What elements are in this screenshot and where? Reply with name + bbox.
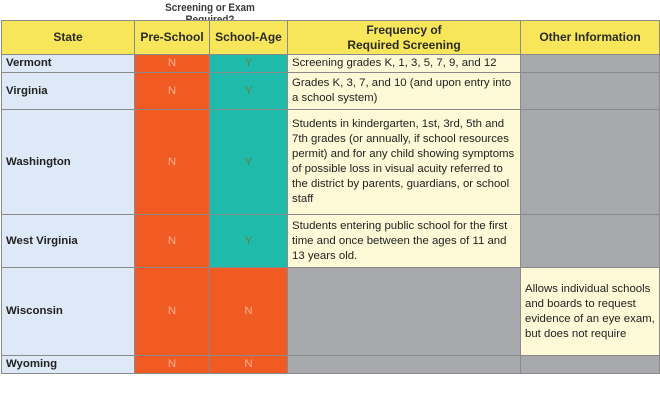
- preschool-cell: N: [135, 73, 210, 110]
- table-row: [2, 268, 660, 356]
- schoolage-cell: Y: [210, 215, 288, 268]
- screening-table: [1, 20, 660, 374]
- schoolage-cell: N: [210, 268, 288, 356]
- preschool-cell: N: [135, 268, 210, 356]
- header-frequency-line2: Required Screening: [347, 37, 461, 52]
- state-cell: West Virginia: [2, 215, 135, 268]
- frequency-cell: [288, 356, 521, 374]
- other-info-cell: [521, 73, 660, 110]
- header-other-info: Other Information: [521, 21, 660, 55]
- frequency-cell: Screening grades K, 1, 3, 5, 7, 9, and 12: [288, 55, 521, 73]
- header-frequency-line1: Frequency of: [366, 22, 442, 37]
- preschool-cell: N: [135, 215, 210, 268]
- frequency-cell: Students in kindergarten, 1st, 3rd, 5th and 7th grades (or annually, if school resources permit) and for any child showing symptoms of possible loss in visual acuity referred to the district by parents, guardians, or school staff: [288, 110, 521, 215]
- header-state: State: [2, 21, 135, 55]
- state-cell: Wyoming: [2, 356, 135, 374]
- header-row: [2, 21, 660, 55]
- preschool-cell: N: [135, 55, 210, 73]
- header-schoolage: School-Age: [210, 21, 288, 55]
- frequency-cell: [288, 268, 521, 356]
- schoolage-cell: Y: [210, 110, 288, 215]
- state-cell: Wisconsin: [2, 268, 135, 356]
- other-info-cell: [521, 356, 660, 374]
- frequency-cell: Grades K, 3, 7, and 10 (and upon entry into a school system): [288, 73, 521, 110]
- schoolage-cell: Y: [210, 73, 288, 110]
- schoolage-cell: Y: [210, 55, 288, 73]
- frequency-cell: Students entering public school for the first time and once between the ages of 11 and 13 years old.: [288, 215, 521, 268]
- state-cell: Vermont: [2, 55, 135, 73]
- table-row: [2, 55, 660, 73]
- other-info-cell: [521, 110, 660, 215]
- header-frequency: [288, 21, 521, 55]
- schoolage-cell: N: [210, 356, 288, 374]
- other-info-cell: [521, 215, 660, 268]
- table-row: [2, 356, 660, 374]
- column-group-label: Screening or Exam: [165, 2, 255, 14]
- table-row: [2, 215, 660, 268]
- table-row: [2, 73, 660, 110]
- header-preschool: Pre-School: [135, 21, 210, 55]
- preschool-cell: N: [135, 356, 210, 374]
- state-cell: Virginia: [2, 73, 135, 110]
- other-info-cell: [521, 55, 660, 73]
- other-info-cell: Allows individual schools and boards to request evidence of an eye exam, but does not require: [521, 268, 660, 356]
- state-cell: Washington: [2, 110, 135, 215]
- preschool-cell: N: [135, 110, 210, 215]
- table-row: [2, 110, 660, 215]
